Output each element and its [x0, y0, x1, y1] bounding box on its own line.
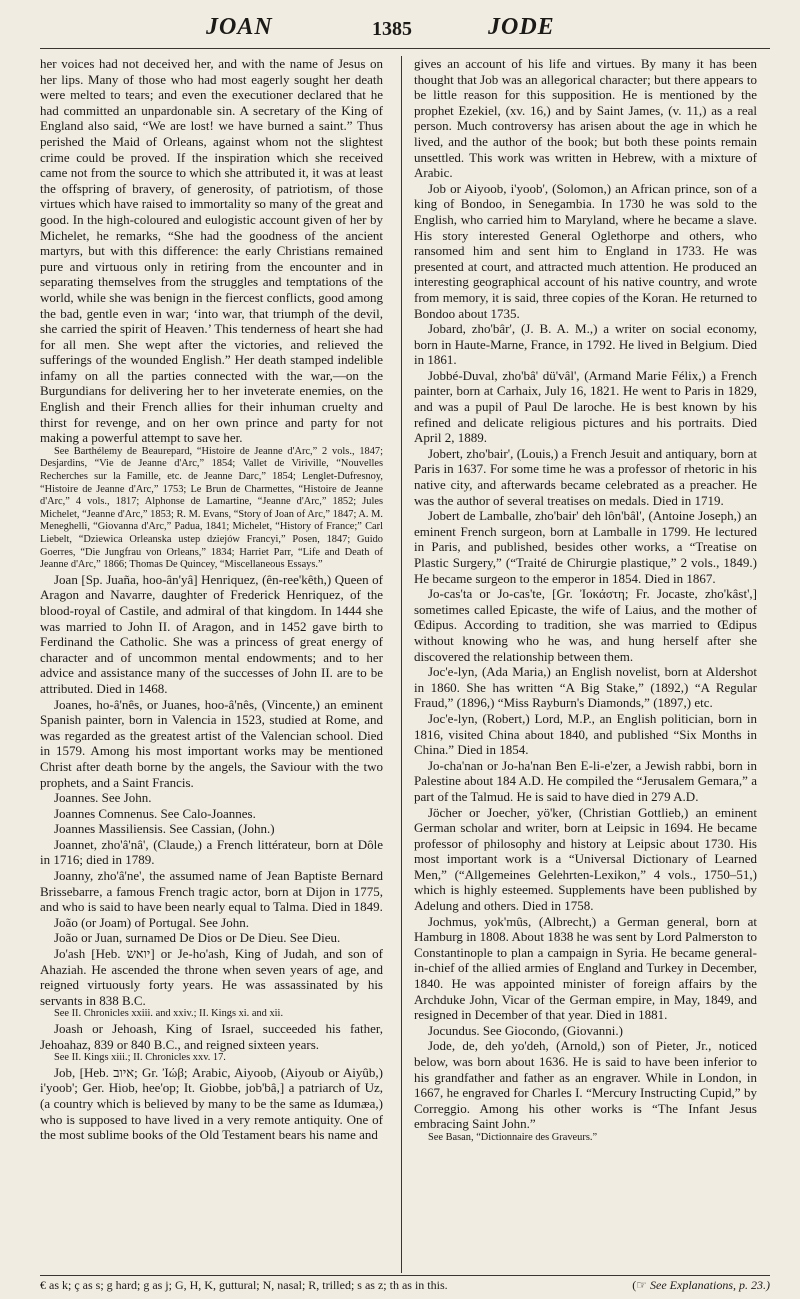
dictionary-entry: Joannet, zho'â'nâ', (Claude,) a French littérateur, born at Dôle in 1716; died in 1789. — [40, 836, 383, 868]
dictionary-entry: Joanny, zho'â'ne', the assumed name of Jean Baptiste Bernard Brissebarre, a famous French tragic actor, born at Dijon in 1775, and who is said to have been nearly equal to Talma. Died in 1849. — [40, 868, 383, 915]
dictionary-entry: Jo'ash [Heb. יואש] or Je-ho'ash, King of Judah, and son of Ahaziah. He ascended the throne when seven years of age, and reigned virtuously forty years. He was assassinated by his servants in 838 B.C. — [40, 946, 383, 1008]
footer-rule — [40, 1275, 770, 1276]
dictionary-entry: Jochmus, yok'mûs, (Albrecht,) a German general, born at Hamburg in 1808. About 1838 he was sent by Lord Palmerston to Constantinople to plan a campaign in Syria. He became general-in-chief of the allied armies of England and Turkey in December, 1840. He was appointed minister of foreign affairs by the Archduke John, Vicar of the German empire, in May, 1849, and resigned in December of that year. Died in 1881. — [414, 913, 757, 1023]
reference-note: See Basan, “Dictionnaire des Graveurs.” — [428, 1131, 598, 1143]
dictionary-entry: Joannes Comnenus. See Calo-Joannes. — [54, 805, 256, 821]
dictionary-entry: Jobard, zho'bâr', (J. B. A. M.,) a writer on social economy, born in Haute-Marne, France, in 1792. He lived in Belgium. Died in 1861. — [414, 321, 757, 368]
explanations-note — [632, 1278, 770, 1293]
header-rule — [40, 48, 770, 49]
pointing-hand-icon: (☞ — [632, 1278, 648, 1292]
left-running-head: JOAN — [206, 14, 273, 40]
dictionary-entry: Joannes. See John. — [54, 790, 152, 806]
left-column — [40, 56, 383, 1143]
dictionary-entry: João (or Joam) of Portugal. See John. — [54, 914, 249, 930]
right-running-head: JODE — [488, 14, 555, 40]
dictionary-entry: Jöcher or Joecher, yö'ker, (Christian Gottlieb,) an eminent German scholar and writer, born at Leipsic in 1694. He became professor of philosophy and history at Leipsic about 1730. His most important work is a “Universal Dictionary of Learned Men,” (“Allgemeines Gelehrten-Lexikon,” 4 vols., 1750–51,) which is highly esteemed. Supplements have been published by Adelung and others. Died in 1758. — [414, 804, 757, 914]
dictionary-entry: Jobert de Lamballe, zho'bair' deh lôn'bâl', (Antoine Joseph,) an eminent French surgeon, born at Lamballe in 1799. He lectured in Paris, and published, besides other works, a “Treatise on Plastic Surgery,” (“Traité de Chirurgie plastique,” 2 vols., 1849.) He became surgeon to the emperor in 1854. Died in 1867. — [414, 508, 757, 586]
pronunciation-key: € as k; ç as s; g hard; g as j; G, H, K, guttural; N, nasal; R, trilled; s as z; th as in this. — [40, 1278, 448, 1292]
page-footer — [40, 1278, 770, 1293]
dictionary-entry: her voices had not deceived her, and with the name of Jesus on her lips. Many of those who had most eagerly sought her death were melted to tears; and even the executioner declared that he had committed an unpardonable sin. A secretary of the King of England also said, “We are lost! we have burned a saint.” Thus perished the Maid of Orleans, against whom not the slightest crime could be proved. If the inspiration which she received came not from the source to which she attributed it, it was at least the offspring of bravery, of generosity, of patriotism, of those virtues which have raised to immortality so many of the great and good. In the high-coloured and eulogistic account given of her by Michelet, he remarks, “She had the goodness of the ancient martyrs, but with this difference: the early Christians remained pure and virtuous only in retiring from the encounter and in separating themselves from the struggles and temptations of the world, while she was benign in the fiercest conflicts, good among the bad, gentle even in war; ‘into war, that triumph of the devil, she carried the spirit of Heaven.’ This tenderness of heart she had for all men. She wept after the victories, and relieved the sufferings of the wounded English.” Her death stamped indelible infamy on all the parties connected with the war,—on the Burgundians for delivering her to her inveterate enemies, on the English and their French allies for their inhuman cruelty and thirst for revenge, and on her own prince and party for not making a powerful attempt to save her. — [40, 56, 383, 446]
dictionary-entry: João or Juan, surnamed De Dios or De Dieu. See Dieu. — [54, 930, 341, 946]
right-column — [414, 56, 757, 1145]
dictionary-entry: Job, [Heb. איוב; Gr. Ἰώβ; Arabic, Aiyoob, (Aiyoub or Aiyûb,) i'yoob'; Ger. Hiob, hee'op; It. Giobbe, job'bâ,] a patriarch of Uz, (a country which is believed by many to be the same as Idumæa,) who is supposed to have lived in a very remote antiquity. One of the most sublime books of the Old Testament bears his name and — [40, 1064, 383, 1143]
dictionary-entry: Joan [Sp. Juaña, hoo-ân'yâ] Henriquez, (ên-ree'kêth,) Queen of Aragon and Navarre, daughter of Frederick Henriquez, of the blood-royal of Castile, and admiral of that kingdom. In 1444 she was married to John II. of Aragon, and in 1452 gave birth to Ferdinand the Catholic. She was a princess of great energy of character and of uncommon mental endowments; and to her advice and assistance many of the successes of John II. are to be attributed. Died in 1468. — [40, 571, 383, 696]
dictionary-entry: Joannes Massiliensis. See Cassian, (John.) — [54, 821, 275, 837]
dictionary-entry: Joanes, ho-â'nês, or Juanes, hoo-â'nês, (Vincente,) an eminent Spanish painter, born in Valencia in 1523, studied at Rome, and was regarded as the greatest artist of the Valencian school. Died in 1579. Among his most important works may be mentioned Christ after death borne by the angels, the Saviour with the two prophets, and a Saint Francis. — [40, 696, 383, 790]
dictionary-entry: Job or Aiyoob, i'yoob', (Solomon,) an African prince, son of a king of Bondoo, in Senegambia. In 1730 he was sold to the English, who carried him to Maryland, where he became a slave. His story interested General Oglethorpe and others, who ransomed him and sent him to England in 1733. He was presented at court, and attracted much attention. He produced an interesting geographical account of his native country, and wrote from memory, it is said, three copies of the Koran. He returned to Bondoo about 1735. — [414, 180, 757, 321]
reference-note: See II. Kings xiii.; II. Chronicles xxv. 17. — [54, 1052, 226, 1064]
dictionary-entry: Jo-cas'ta or Jo-cas'te, [Gr. Ἰοκάστη; Fr. Jocaste, zho'kâst',] sometimes called Epicaste, the wife of Laius, and the mother of Œdipus. According to tradition, she was married to Œdipus without knowing who he was, and hung herself after she discovered the relationship between them. — [414, 586, 757, 664]
explanations-text: See Explanations, p. 23.) — [650, 1278, 770, 1292]
dictionary-entry: Joc'e-lyn, (Robert,) Lord, M.P., an English politician, born in 1816, visited China about 1840, and published “Six Months in China.” Died in 1854. — [414, 710, 757, 758]
dictionary-entry: Jocundus. See Giocondo, (Giovanni.) — [428, 1022, 623, 1038]
dictionary-entry: gives an account of his life and virtues. By many it has been thought that Job was an allegorical character; but there appears to be little reason for this supposition. He is mentioned by the prophet Ezekiel, (xv. 16,) and by Saint James, (v. 11,) as a real person. Much controversy has arisen about the age in which he lived, and the author of the book; but both these points remain unsettled. This work was written in Hebrew, with a mixture of Arabic. — [414, 56, 757, 181]
reference-note: See II. Chronicles xxiii. and xxiv.; II. Kings xi. and xii. — [54, 1008, 284, 1020]
dictionary-entry: Jo-cha'nan or Jo-ha'nan Ben E-li-e'zer, a Jewish rabbi, born in Palestine about 184 A.D. He compiled the “Jerusalem Gemara,” a part of the Talmud. He is said to have died in 279 A.D. — [414, 757, 757, 804]
dictionary-entry: Jobbé-Duval, zho'bâ' dü'vâl', (Armand Marie Félix,) a French painter, born at Carhaix, July 16, 1821. He went to Paris in 1829, and was a pupil of Paul De laroche. He is best known by his refined and delicate religious pictures and his portraits. Died April 2, 1889. — [414, 367, 757, 446]
column-divider — [401, 56, 402, 1273]
dictionary-entry: Joc'e-lyn, (Ada Maria,) an English novelist, born at Aldershot in 1860. She has written “A Big Stake,” (1892,) “A Regular Fraud,” (1896,) “Miss Rayburn's Diamonds,” (1897,) etc. — [414, 664, 757, 711]
page-number: 1385 — [372, 18, 412, 40]
dictionary-entry: Jode, de, deh yo'deh, (Arnold,) son of Pieter, Jr., noticed below, was born about 1636. He is said to have been inferior to his grandfather and father as an engraver. While in London, in 1667, he engraved for Charles I. “Mercury Instructing Cupid,” by Correggio. Among his other works is “The Infant Jesus embracing Saint John.” — [414, 1038, 757, 1132]
dictionary-entry: Joash or Jehoash, King of Israel, succeeded his father, Jehoahaz, 839 or 840 B.C., and reigned sixteen years. — [40, 1021, 383, 1052]
page-header — [0, 6, 800, 50]
dictionary-entry: Jobert, zho'bair', (Louis,) a French Jesuit and antiquary, born at Paris in 1637. For some time he was a professor of rhetoric in his native city, and afterwards became celebrated as a preacher. He was the author of several treatises on medals. Died in 1719. — [414, 445, 757, 508]
reference-note: See Barthélemy de Beaurepard, “Histoire de Jeanne d'Arc,” 2 vols., 1847; Desjardins, “Vie de Jeanne d'Arc,” 1854; Vallet de Viriville, “Nouvelles Recherches sur la Famille, etc. de Jeanne Darc,” 1854; Lenglet-Dufresnoy, “Histoire de Jeanne d'Arc,” 1753; Le Brun de Charmettes, “Histoire de Jeanne d'Arc,” 4 vols., 1817; Alphonse de Lamartine, “Jeanne d'Arc,” 1852; Jules Michelet, “Jeanne d'Arc,” 1853; R. M. Evans, “Story of Joan of Arc,” 1847; A. M. Meneghelli, “Giovanna d'Arc,” Padua, 1841; Michelet, “History of France;” Carl Liebelt, “Dziewica Orleanska ustep dziejów Francyi,” Posen, 1847; Guido Goerres, “Die Jungfrau von Orleans,” 1834; Harriet Parr, “Life and Death of Jeanne d'Arc,” 1866; Thomas De Quincey, “Miscellaneous Essays.” — [40, 445, 383, 571]
